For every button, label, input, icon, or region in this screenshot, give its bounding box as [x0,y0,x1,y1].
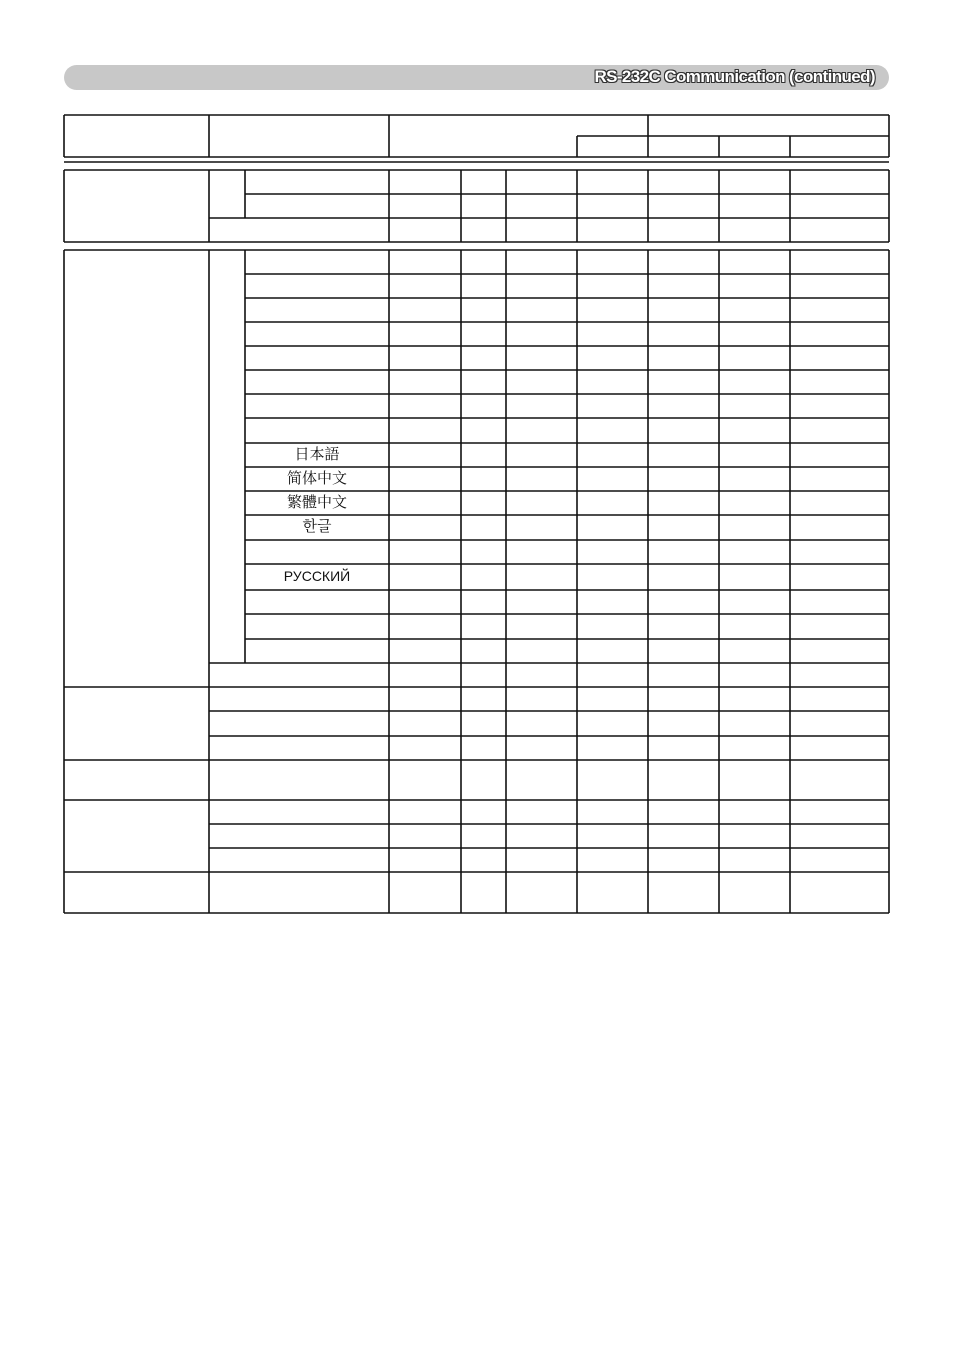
section-header-banner [64,65,889,90]
language-option-japanese: 日本語 [294,445,340,463]
table-group-1 [64,170,889,242]
table-body [64,250,889,913]
page-title: RS-232C Communication (continued) [594,67,875,86]
language-option-korean: 한글 [302,517,332,535]
language-option-russian: РУССКИЙ [283,568,351,584]
language-option-traditional-chinese: 繁體中文 [286,493,347,511]
table-header [64,115,889,157]
language-option-simplified-chinese: 简体中文 [286,469,347,487]
